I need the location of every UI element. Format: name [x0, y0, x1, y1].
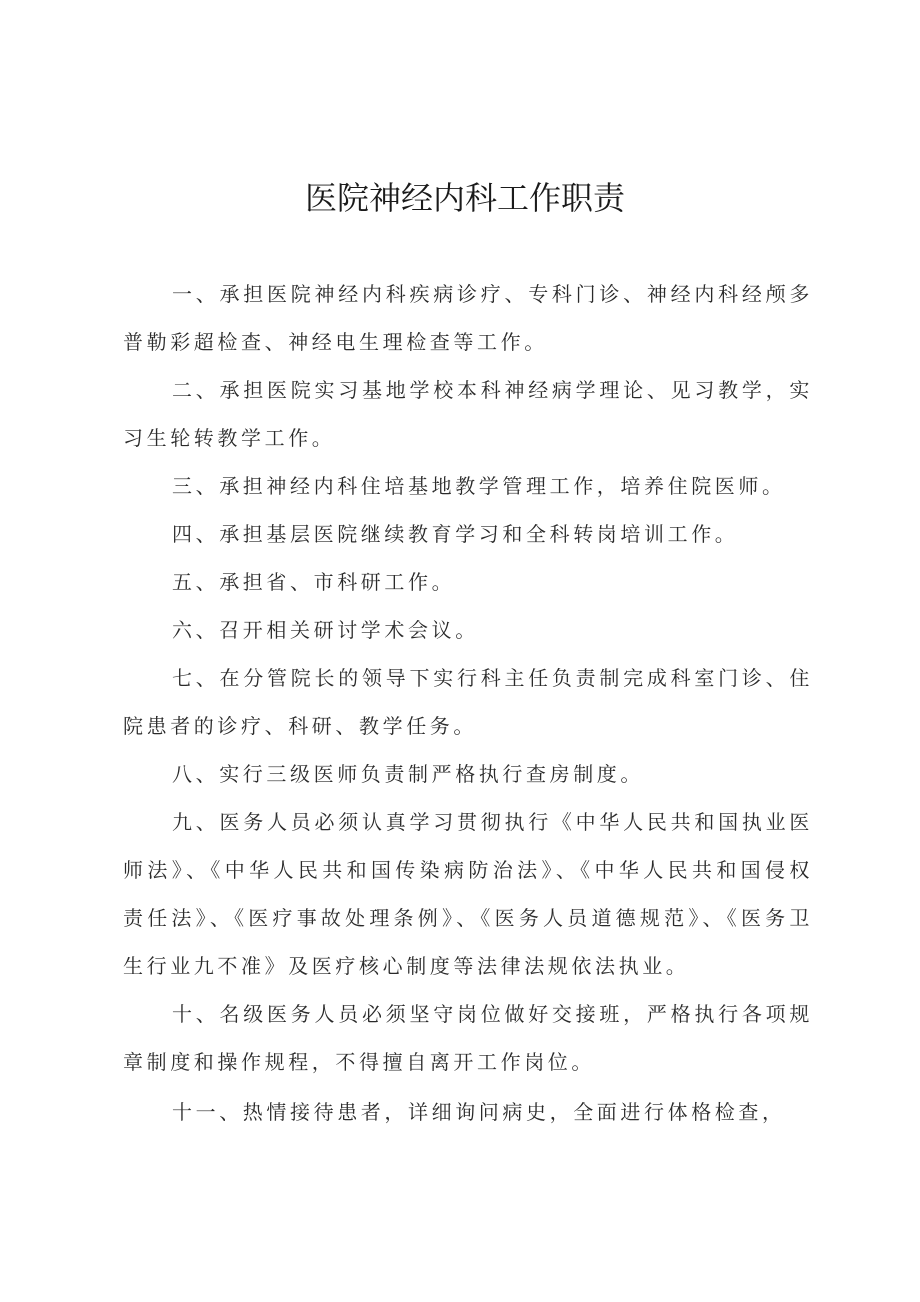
document-body [123, 270, 813, 1136]
paragraph-11: 十一、热情接待患者，详细询问病史，全面进行体格检查， [172, 1100, 786, 1124]
paragraph-10: 十、名级医务人员必须坚守岗位做好交接班，严格执行各项规章制度和操作规程，不得擅自离开工作岗位。 [123, 1002, 813, 1074]
paragraph-9: 九、医务人员必须认真学习贯彻执行《中华人民共和国执业医师法》、《中华人民共和国传染病防治法》、《中华人民共和国侵权责任法》、《医疗事故处理条例》、《医务人员道德规范》、《医务卫生行业九不准》及医疗核心制度等法律法规依法执业。 [123, 810, 813, 978]
paragraph-3: 三、承担神经内科住培基地教学管理工作，培养住院医师。 [172, 474, 786, 498]
paragraph-1: 一、承担医院神经内科疾病诊疗、专科门诊、神经内科经颅多普勒彩超检查、神经电生理检查等工作。 [123, 282, 813, 354]
paragraph-2: 二、承担医院实习基地学校本科神经病学理论、见习教学，实习生轮转教学工作。 [123, 378, 813, 450]
paragraph-6: 六、召开相关研讨学术会议。 [172, 618, 479, 642]
paragraph-5: 五、承担省、市科研工作。 [172, 570, 456, 594]
document-title: 医院神经内科工作职责 [304, 179, 625, 217]
paragraph-8: 八、实行三级医师负责制严格执行查房制度。 [172, 762, 644, 786]
paragraph-4: 四、承担基层医院继续教育学习和全科转岗培训工作。 [172, 522, 739, 546]
paragraph-7: 七、在分管院长的领导下实行科主任负责制完成科室门诊、住院患者的诊疗、科研、教学任务。 [123, 666, 813, 738]
